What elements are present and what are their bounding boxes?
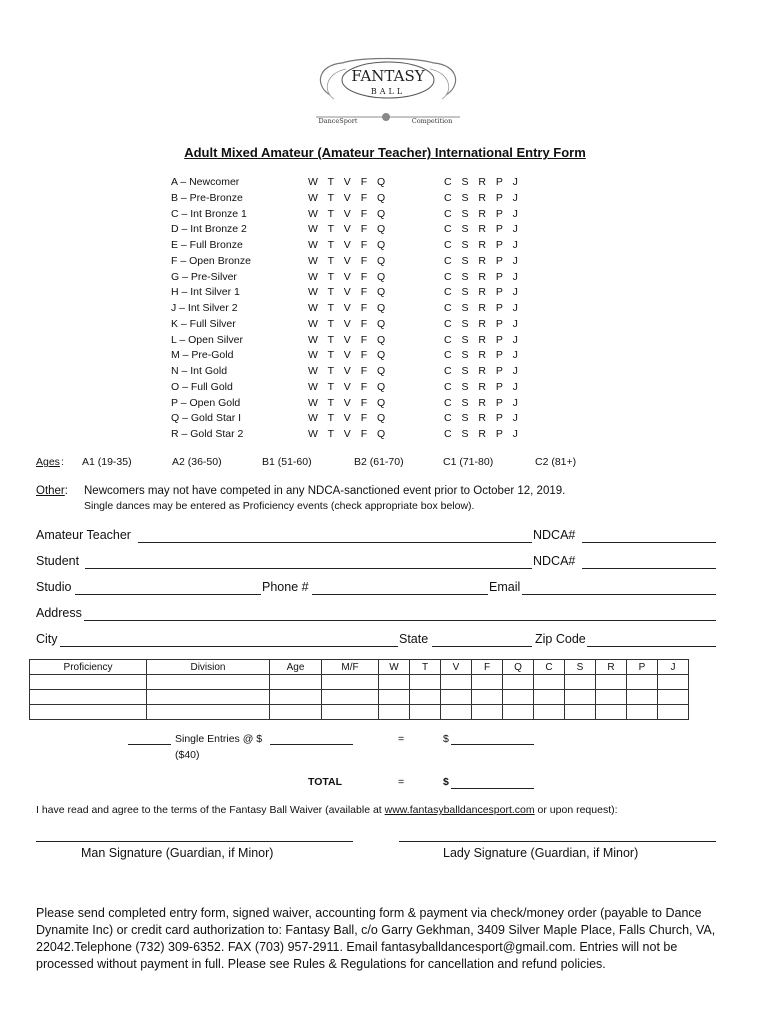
- table-row[interactable]: [30, 690, 689, 705]
- amateur-teacher-field[interactable]: [138, 542, 532, 543]
- standard-dances-row[interactable]: W T V F Q: [308, 317, 386, 330]
- fantasy-ball-logo: [312, 55, 464, 125]
- logo-left-text: DanceSport: [318, 117, 358, 125]
- studio-field[interactable]: [75, 594, 261, 595]
- latin-dance-columns: [444, 175, 518, 443]
- phone-label: Phone #: [262, 580, 309, 594]
- latin-dances-row[interactable]: C S R P J: [444, 412, 518, 425]
- standard-dances-row[interactable]: W T V F Q: [308, 380, 386, 393]
- ndca-label-1: NDCA#: [533, 528, 576, 542]
- col-f: F: [472, 660, 503, 675]
- latin-dances-row[interactable]: C S R P J: [444, 207, 518, 220]
- amateur-teacher-label: Amateur Teacher: [36, 528, 131, 542]
- single-entries-amount-field[interactable]: [270, 744, 353, 745]
- age-a2: A2 (36-50): [172, 456, 222, 468]
- latin-dances-row[interactable]: C S R P J: [444, 317, 518, 330]
- grand-total-field[interactable]: [451, 788, 534, 789]
- single-entries-label: Single Entries @ $: [175, 733, 263, 745]
- col-s: S: [565, 660, 596, 675]
- latin-dances-row[interactable]: C S R P J: [444, 176, 518, 188]
- standard-dances-row[interactable]: W T V F Q: [308, 207, 386, 220]
- other-label: Other:: [36, 485, 68, 497]
- student-field[interactable]: [85, 568, 532, 569]
- age-c2: C2 (81+): [535, 456, 577, 468]
- level-label: O – Full Gold: [171, 380, 233, 393]
- latin-dances-row[interactable]: C S R P J: [444, 223, 518, 236]
- standard-dances-row[interactable]: W T V F Q: [308, 176, 386, 188]
- level-label: R – Gold Star 2: [171, 428, 244, 440]
- single-entries-total-field[interactable]: [451, 744, 534, 745]
- equals-sign-2: =: [398, 776, 405, 788]
- other-text: Newcomers may not have competed in any NDCA-sanctioned event prior to October 12, 2019.: [84, 485, 566, 497]
- total-label: TOTAL: [308, 776, 343, 788]
- entry-table: [29, 659, 689, 720]
- address-field[interactable]: [84, 620, 716, 621]
- standard-dances-row[interactable]: W T V F Q: [308, 428, 386, 440]
- latin-dances-row[interactable]: C S R P J: [444, 349, 518, 362]
- level-label: E – Full Bronze: [171, 239, 243, 251]
- lady-signature-line[interactable]: [399, 841, 716, 842]
- standard-dances-row[interactable]: W T V F Q: [308, 365, 386, 377]
- standard-dance-columns: [308, 175, 385, 443]
- standard-dances-row[interactable]: W T V F Q: [308, 270, 386, 283]
- latin-dances-row[interactable]: C S R P J: [444, 254, 518, 267]
- age-c1: C1 (71-80): [443, 456, 494, 468]
- standard-dances-row[interactable]: W T V F Q: [308, 333, 386, 346]
- age-b1: B1 (51-60): [262, 456, 312, 468]
- ndca-label-2: NDCA#: [533, 554, 576, 568]
- city-field[interactable]: [60, 646, 398, 647]
- level-label: D – Int Bronze 2: [171, 223, 247, 236]
- level-label: H – Int Silver 1: [171, 286, 240, 299]
- man-signature-label: Man Signature (Guardian, if Minor): [81, 846, 274, 860]
- level-label: B – Pre-Bronze: [171, 191, 243, 204]
- col-t: T: [410, 660, 441, 675]
- phone-field[interactable]: [312, 594, 488, 595]
- latin-dances-row[interactable]: C S R P J: [444, 239, 518, 251]
- col-mf: M/F: [322, 660, 379, 675]
- latin-dances-row[interactable]: C S R P J: [444, 191, 518, 204]
- table-header-row: [30, 660, 689, 675]
- standard-dances-row[interactable]: W T V F Q: [308, 254, 386, 267]
- col-j: J: [658, 660, 689, 675]
- level-label: F – Open Bronze: [171, 254, 251, 267]
- lady-signature-label: Lady Signature (Guardian, if Minor): [443, 846, 639, 860]
- studio-label: Studio: [36, 580, 72, 594]
- equals-sign-1: =: [398, 733, 405, 745]
- standard-dances-row[interactable]: W T V F Q: [308, 302, 386, 314]
- latin-dances-row[interactable]: C S R P J: [444, 333, 518, 346]
- ndca-field-1[interactable]: [582, 542, 716, 543]
- level-label: Q – Gold Star I: [171, 412, 242, 425]
- col-p: P: [627, 660, 658, 675]
- col-v: V: [441, 660, 472, 675]
- waiver-link[interactable]: www.fantasyballdancesport.com: [384, 804, 535, 816]
- zip-label: Zip Code: [535, 632, 586, 646]
- level-label: P – Open Gold: [171, 396, 241, 409]
- dollar-sign-1: $: [443, 733, 449, 745]
- col-c: C: [534, 660, 565, 675]
- standard-dances-row[interactable]: W T V F Q: [308, 396, 386, 409]
- latin-dances-row[interactable]: C S R P J: [444, 302, 518, 314]
- single-entry-price: ($40): [175, 749, 200, 761]
- table-row[interactable]: [30, 705, 689, 720]
- level-label: J – Int Silver 2: [171, 302, 238, 314]
- form-title: Adult Mixed Amateur (Amateur Teacher) International Entry Form: [184, 145, 586, 160]
- level-label: M – Pre-Gold: [171, 349, 234, 362]
- level-label: G – Pre-Silver: [171, 270, 237, 283]
- level-label: K – Full Silver: [171, 317, 236, 330]
- latin-dances-row[interactable]: C S R P J: [444, 380, 518, 393]
- standard-dances-row[interactable]: W T V F Q: [308, 191, 386, 204]
- standard-dances-row[interactable]: W T V F Q: [308, 412, 386, 425]
- address-label: Address: [36, 606, 82, 620]
- level-label: A – Newcomer: [171, 176, 240, 188]
- ages-label: Ages: [36, 456, 60, 468]
- latin-dances-row[interactable]: C S R P J: [444, 286, 518, 299]
- col-w: W: [379, 660, 410, 675]
- email-field[interactable]: [522, 594, 716, 595]
- logo-line1: FANTASY: [351, 67, 425, 85]
- other-note: Single dances may be entered as Proficiency events (check appropriate box below).: [84, 500, 475, 512]
- level-label: L – Open Silver: [171, 333, 243, 346]
- table-row[interactable]: [30, 675, 689, 690]
- zip-field[interactable]: [587, 646, 716, 647]
- latin-dances-row[interactable]: C S R P J: [444, 270, 518, 283]
- logo-line2: BALL: [370, 87, 406, 96]
- waiver-text: I have read and agree to the terms of the Fantasy Ball Waiver (available at www.fantasyballdancesport.com or upon request):: [36, 804, 618, 816]
- single-entries-count-field[interactable]: [128, 744, 171, 745]
- age-b2: B2 (61-70): [354, 456, 404, 468]
- col-proficiency: Proficiency: [30, 660, 147, 675]
- standard-dances-row[interactable]: W T V F Q: [308, 223, 386, 236]
- standard-dances-row[interactable]: W T V F Q: [308, 349, 386, 362]
- level-label: C – Int Bronze 1: [171, 207, 247, 220]
- state-field[interactable]: [432, 646, 532, 647]
- student-label: Student: [36, 554, 80, 568]
- level-label: N – Int Gold: [171, 365, 228, 377]
- col-division: Division: [147, 660, 270, 675]
- logo-right-text: Competition: [411, 117, 453, 125]
- col-age: Age: [270, 660, 322, 675]
- submission-instructions: Please send completed entry form, signed waiver, accounting form & payment via check/money order (payable to Dance Dynamite Inc) or credit card authorization to: Fantasy Ball, c/o Garry Gekhman, 3409 Silver Maple Place, Falls Church, VA, 22042.Telephone (732) 309-6352. FAX (703) 957-2911. Email fantasyballdancesport@gmail.com. Entries will not be processed without payment in full. Please see Rules & Regulations for cancellation and refund policies.: [36, 906, 716, 971]
- standard-dances-row[interactable]: W T V F Q: [308, 239, 386, 251]
- dollar-sign-2: $: [443, 776, 449, 788]
- state-label: State: [399, 632, 429, 646]
- ndca-field-2[interactable]: [582, 568, 716, 569]
- latin-dances-row[interactable]: C S R P J: [444, 396, 518, 409]
- standard-dances-row[interactable]: W T V F Q: [308, 286, 386, 299]
- email-label: Email: [489, 580, 521, 594]
- latin-dances-row[interactable]: C S R P J: [444, 365, 518, 377]
- age-a1: A1 (19-35): [82, 456, 132, 468]
- col-r: R: [596, 660, 627, 675]
- col-q: Q: [503, 660, 534, 675]
- city-label: City: [36, 632, 58, 646]
- latin-dances-row[interactable]: C S R P J: [444, 428, 518, 440]
- level-list: [171, 175, 251, 443]
- man-signature-line[interactable]: [36, 841, 353, 842]
